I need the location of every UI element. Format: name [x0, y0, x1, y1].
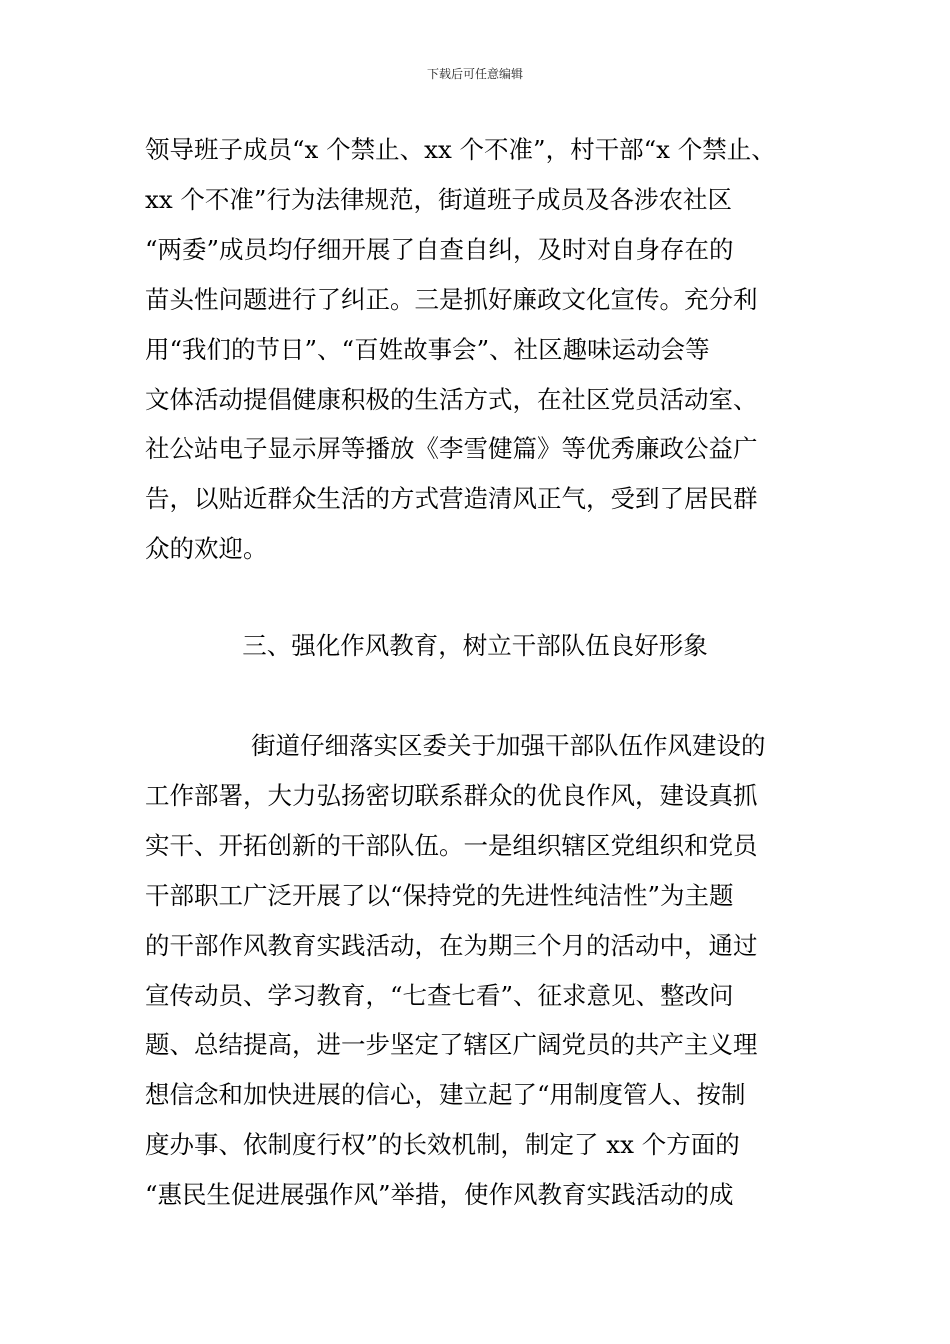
paragraph-line: 宣传动员、学习教育，“七查七看”、征求意见、整改问: [145, 981, 734, 1010]
paragraph-line: 用“我们的节日”、“百姓故事会”、社区趣味运动会等: [145, 335, 710, 364]
paragraph-line: 告，以贴近群众生活的方式营造清风正气，受到了居民群: [145, 484, 758, 513]
section-heading: 三、强化作风教育，树立干部队伍良好形象: [242, 631, 708, 660]
paragraph-line: 众的欢迎。: [145, 534, 268, 563]
paragraph-line: 的干部作风教育实践活动，在为期三个月的活动中，通过: [145, 931, 758, 960]
paragraph-line: 干部职工广泛开展了以“保持党的先进性纯洁性”为主题: [145, 881, 734, 910]
paragraph-line: 题、总结提高，进一步坚定了辖区广阔党员的共产主义理: [145, 1030, 758, 1059]
paragraph-line: 文体活动提倡健康积极的生活方式，在社区党员活动室、: [145, 385, 758, 414]
paragraph-line: “惠民生促进展强作风”举措，使作风教育实践活动的成: [145, 1180, 734, 1209]
paragraph-line: 社公站电子显示屏等播放《李雪健篇》等优秀廉政公益广: [145, 434, 758, 463]
paragraph-line: 街道仔细落实区委关于加强干部队伍作风建设的: [251, 731, 766, 760]
paragraph-line: 想信念和加快进展的信心，建立起了“用制度管人、按制: [145, 1080, 746, 1109]
paragraph-line: 领导班子成员“x 个禁止、xx 个不准”，村干部“x 个禁止、: [145, 135, 776, 164]
paragraph-line: 工作部署，大力弘扬密切联系群众的优良作风，建设真抓: [145, 781, 758, 810]
paragraph-line: 实干、开拓创新的干部队伍。一是组织辖区党组织和党员: [145, 831, 758, 860]
paragraph-line: xx 个不准”行为法律规范，街道班子成员及各涉农社区: [145, 185, 732, 214]
paragraph-line: 苗头性问题进行了纠正。三是抓好廉政文化宣传。充分利: [145, 285, 758, 314]
paragraph-line: “两委”成员均仔细开展了自查自纠，及时对自身存在的: [145, 235, 734, 264]
paragraph-line: 度办事、依制度行权”的长效机制，制定了 xx 个方面的: [145, 1130, 740, 1159]
page-header: 下载后可任意编辑: [426, 67, 523, 81]
